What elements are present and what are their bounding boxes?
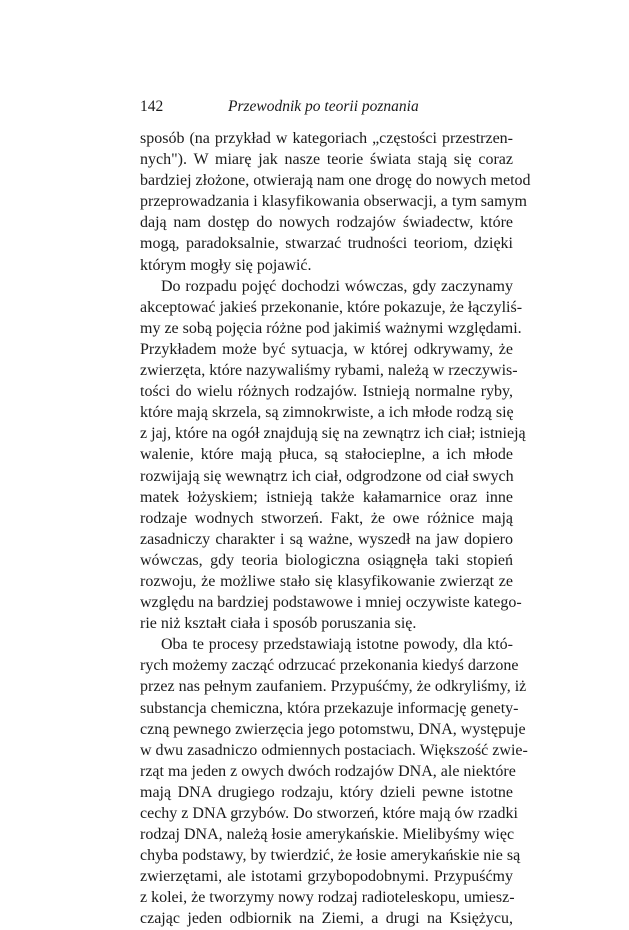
text-line: cechy z DNA grzybów. Do stworzeń, które mają ów rzadki bbox=[140, 805, 518, 822]
text-line: rząt ma jeden z owych dwóch rodzajów DNA, ale niektóre bbox=[140, 762, 516, 780]
text-line: mają DNA drugiego rodzaju, który dzieli pewne istotne bbox=[140, 783, 513, 801]
text-line: rozwoju, że możliwe stało się klasyfikowanie zwierząt ze bbox=[140, 572, 513, 590]
text-line: rie niż kształt ciała i sposób poruszania się. bbox=[140, 615, 417, 633]
text-line: mogą, paradoksalnie, stwarzać trudności teoriom, dzięki bbox=[140, 235, 513, 253]
text-line: nych"). W miarę jak nasze teorie świata stają się coraz bbox=[140, 151, 513, 169]
text-line: względu na bardziej podstawowe i mniej oczywiste katego- bbox=[140, 594, 522, 612]
text-line: rych możemy zacząć odrzucać przekonania kiedyś darzone bbox=[140, 657, 519, 675]
text-line: z kolei, że tworzymy nowy rodzaj radioteleskopu, umiesz- bbox=[140, 889, 515, 907]
text-line: zwierzęta, które nazywaliśmy rybami, należą w rzeczywis- bbox=[140, 362, 518, 380]
running-header bbox=[140, 98, 513, 120]
text-line: którym mogły się pojawić. bbox=[140, 256, 312, 274]
text-line: my ze sobą pojęcia różne pod jakimiś ważnymi względami. bbox=[140, 319, 522, 337]
text-line: Do rozpadu pojęć dochodzi wówczas, gdy zaczynamy bbox=[161, 277, 513, 295]
text-line: wówczas, gdy teoria biologiczna osiągnęła taki stopień bbox=[140, 551, 513, 569]
text-line: sposób (na przykład w kategoriach „częstości przestrzen- bbox=[140, 130, 513, 147]
text-line: zwierzętami, ale istotami grzybopodobnymi. Przypuśćmy bbox=[140, 868, 513, 886]
paragraph bbox=[140, 128, 531, 276]
text-line: czając jeden odbiornik na Ziemi, a drugi na Księżycu, bbox=[140, 910, 513, 928]
text-line: w dwu zasadniczo odmiennych postaciach. Większość zwie- bbox=[140, 741, 528, 759]
text-line: akceptować jakieś przekonanie, które pokazuje, że łączyliś- bbox=[140, 298, 523, 316]
text-line: przez nas pełnym zaufaniem. Przypuśćmy, że odkryliśmy, iż bbox=[140, 678, 527, 696]
text-line: zasadniczy charakter i są ważne, wyszedł na jaw dopiero bbox=[140, 530, 513, 548]
text-line: rodzaj DNA, należą łosie amerykańskie. Mielibyśmy więc bbox=[140, 826, 515, 844]
text-line: czną pewnego zwierzęcia jego potomstwu, DNA, występuje bbox=[140, 720, 526, 738]
text-line: chyba podstawy, by twierdzić, że łosie amerykańskie nie są bbox=[140, 847, 521, 865]
text-line: matek łożyskiem; istnieją także kałamarnice oraz inne bbox=[140, 488, 513, 506]
running-title: Przewodnik po teorii poznania bbox=[228, 98, 419, 115]
text-line: rodzaje wodnych stworzeń. Fakt, że owe różnice mają bbox=[140, 509, 513, 527]
text-line: z jaj, które na ogół znajdują się na zewnątrz ich ciał; istnieją bbox=[140, 425, 526, 443]
paragraph bbox=[140, 276, 526, 635]
text-line: Oba te procesy przedstawiają istotne powody, dla któ- bbox=[161, 636, 513, 654]
text-line: przeprowadzania i klasyfikowania obserwacji, a tym samym bbox=[140, 193, 527, 211]
paragraph bbox=[140, 634, 528, 929]
text-line: substancja chemiczna, która przekazuje informację genety- bbox=[140, 699, 519, 717]
text-line: rozwijają się wewnątrz ich ciał, odgrodzone od ciał swych bbox=[140, 467, 514, 485]
body-text bbox=[140, 128, 531, 930]
text-line: walenie, które mają płuca, są stałocieplne, a ich młode bbox=[140, 446, 513, 464]
text-line: Przykładem może być sytuacja, w której odkrywamy, że bbox=[140, 340, 513, 358]
page-number: 142 bbox=[140, 98, 164, 115]
text-line: dają nam dostęp do nowych rodzajów świadectw, które bbox=[140, 214, 513, 232]
text-line: bardziej złożone, otwierają nam one drogę do nowych metod bbox=[140, 172, 531, 190]
text-line: tości do wielu różnych rodzajów. Istnieją normalne ryby, bbox=[140, 383, 513, 401]
text-line: które mają skrzela, są zimnokrwiste, a ich młode rodzą się bbox=[140, 404, 514, 422]
